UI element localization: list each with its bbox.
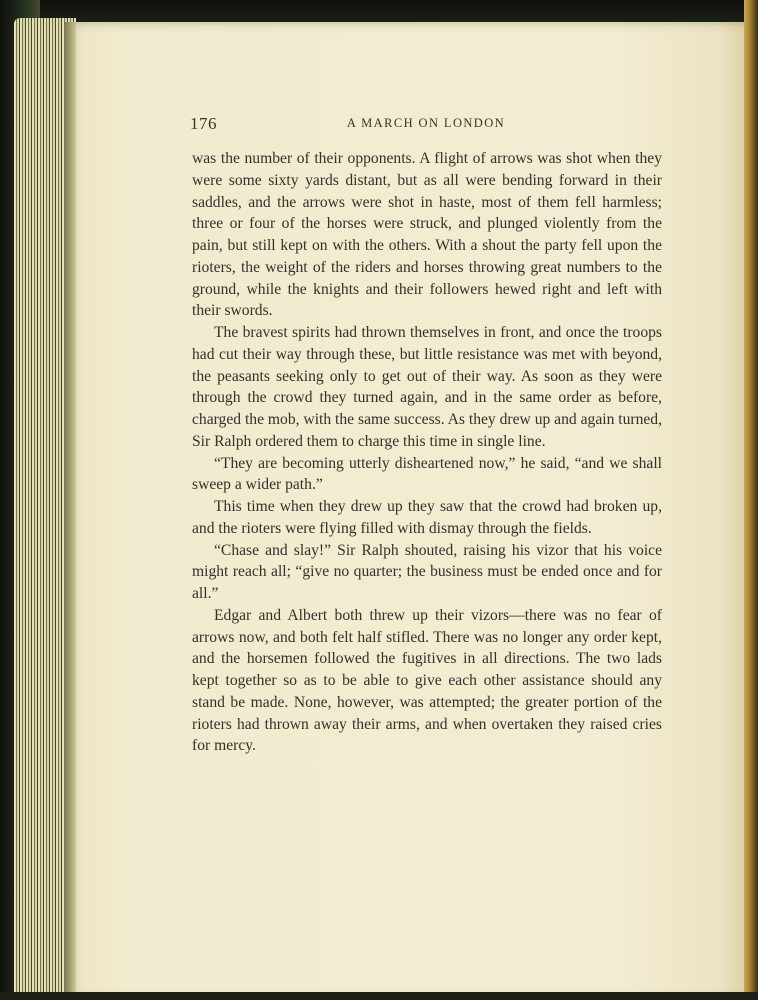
background-top [0, 0, 758, 22]
running-header [190, 114, 662, 136]
running-title: A MARCH ON LONDON [346, 116, 506, 130]
paragraph: “They are becoming utterly disheartened now,” he said, “and we shall sweep a wider path.” [192, 454, 662, 494]
paragraph: This time when they drew up they saw that the crowd had broken up, and the rioters were flying filled with dismay through the fields. [192, 498, 662, 537]
page-number: 176 [190, 114, 217, 133]
right-page-edge [744, 0, 758, 1000]
background-bottom [0, 992, 758, 1000]
paragraph: Edgar and Albert both threw up their vizors—there was no fear of arrows now, and both felt half stifled. There was no longer any order kept, and the horsemen followed the fugitives in all directions. The two lads kept together so as to be able to give each other assistance should any stand be made. None, however, was attempted; the greater portion of the rioters had thrown away their arms, and when overtaken they raised cries for mercy. [192, 606, 662, 755]
body-text [192, 148, 662, 757]
page-gutter-shadow [64, 22, 76, 1000]
paragraph: “Chase and slay!” Sir Ralph shouted, raising his vizor that his voice might reach all; “give no quarter; the business must be ended once and for all.” [192, 541, 662, 602]
paragraph: The bravest spirits had thrown themselves in front, and once the troops had cut their way through these, but little resistance was met with beyond, the peasants seeking only to get out of their way. As soon as they were through the crowd they turned again, and in the same order as before, charged the mob, with the same success. As they drew up and again turned, Sir Ralph ordered them to charge this time in single line. [192, 324, 662, 450]
paragraph: was the number of their opponents. A flight of arrows was shot when they were some sixty yards distant, but as all were bending forward in their saddles, and the arrows were shot in haste, most of them fell harmless; three or four of the horses were struck, and plunged violently from the pain, but still kept on with the others. With a shout the party fell upon the rioters, the weight of the riders and horses throwing great numbers to the ground, while the knights and their followers hewed right and left with their swords. [192, 150, 662, 320]
